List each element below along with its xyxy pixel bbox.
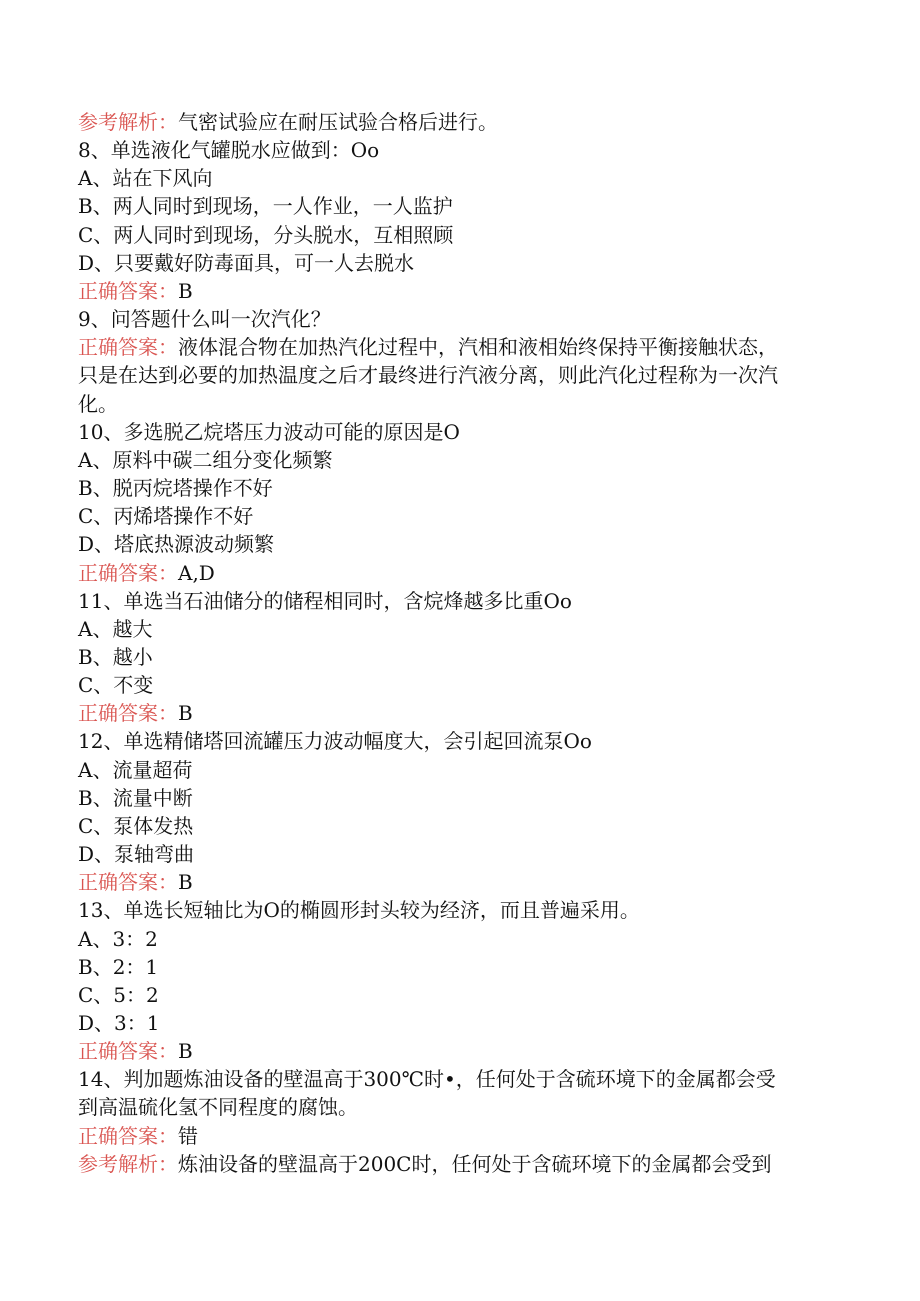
line-text: A、3：2 (78, 926, 158, 951)
text-line (78, 474, 848, 502)
line-text: 到高温硫化氢不同程度的腐蚀。 (78, 1095, 358, 1120)
text-line (78, 361, 848, 389)
text-line (78, 1065, 848, 1093)
line-text: A、原料中碳二组分变化频繁 (78, 447, 333, 472)
line-text: 14、判加题炼油设备的壁温高于300℃时•，任何处于含硫环境下的金属都会受 (78, 1067, 776, 1092)
line-text: D、塔底热源波动频繁 (78, 532, 275, 557)
line-text: 错 (178, 1123, 198, 1148)
text-line (78, 896, 848, 924)
line-text: B、脱丙烷塔操作不好 (78, 476, 273, 501)
text-line (78, 446, 848, 474)
answer-label: 参考解析： (78, 1151, 178, 1176)
line-text: D、泵轴弯曲 (78, 842, 195, 867)
text-line (78, 812, 848, 840)
text-line (78, 953, 848, 981)
answer-label: 正确答案： (78, 870, 178, 895)
text-line (78, 530, 848, 558)
text-line (78, 333, 848, 361)
line-text: 10、多选脱乙烷塔压力波动可能的原因是O (78, 419, 460, 444)
text-line (78, 418, 848, 446)
text-line (78, 390, 848, 418)
text-line (78, 277, 848, 305)
line-text: C、两人同时到现场，分头脱水，互相照顾 (78, 222, 454, 247)
line-text: A、站在下风向 (78, 166, 213, 191)
text-line (78, 587, 848, 615)
line-text: C、不变 (78, 673, 154, 698)
text-line (78, 559, 848, 587)
text-line (78, 1037, 848, 1065)
line-text: 化。 (78, 391, 118, 416)
text-line (78, 981, 848, 1009)
answer-label: 正确答案： (78, 701, 178, 726)
line-text: A、越大 (78, 616, 153, 641)
line-text: B、流量中断 (78, 785, 193, 810)
text-line (78, 615, 848, 643)
line-text: 9、问答题什么叫一次汽化？ (78, 307, 331, 332)
line-text: 只是在达到必要的加热温度之后才最终进行汽液分离，则此汽化过程称为一次汽 (78, 363, 778, 388)
line-text: D、3：1 (78, 1011, 160, 1035)
answer-label: 正确答案： (78, 1039, 178, 1064)
text-line (78, 727, 848, 755)
answer-label: 参考解析： (78, 110, 178, 134)
line-text: B、两人同时到现场，一人作业，一人监护 (78, 194, 453, 219)
text-line (78, 164, 848, 192)
text-line (78, 699, 848, 727)
text-line (78, 671, 848, 699)
text-line (78, 643, 848, 671)
line-text: B (178, 870, 193, 895)
line-text: 气密试验应在耐压试验合格后进行。 (178, 110, 498, 134)
answer-label: 正确答案： (78, 1123, 178, 1148)
text-line (78, 868, 848, 896)
line-text: B (178, 278, 193, 303)
line-text: B、越小 (78, 644, 153, 669)
text-line (78, 192, 848, 220)
text-line (78, 305, 848, 333)
text-line (78, 840, 848, 868)
line-text: A、流量超荷 (78, 757, 193, 782)
answer-label: 正确答案： (78, 560, 178, 585)
text-line (78, 1093, 848, 1121)
text-line (78, 756, 848, 784)
line-text: B、2：1 (78, 954, 159, 979)
text-line (78, 1150, 848, 1178)
line-text: B (178, 701, 193, 726)
text-line (78, 221, 848, 249)
answer-label: 正确答案： (78, 335, 178, 360)
line-text: 炼油设备的壁温高于200C时，任何处于含硫环境下的金属都会受到 (178, 1151, 772, 1176)
text-line (78, 925, 848, 953)
text-line (78, 1122, 848, 1150)
document-body (78, 108, 848, 1178)
line-text: C、丙烯塔操作不好 (78, 504, 254, 529)
text-line (78, 136, 848, 164)
line-text: 8、单选液化气罐脱水应做到：Oo (78, 138, 380, 163)
text-line (78, 502, 848, 530)
line-text: B (178, 1039, 193, 1064)
line-text: 11、单选当石油储分的储程相同时，含烷烽越多比重Oo (78, 588, 572, 613)
line-text: C、泵体发热 (78, 813, 194, 838)
text-line (78, 108, 848, 136)
line-text: A,D (178, 560, 215, 585)
line-text: C、5：2 (78, 982, 159, 1007)
text-line (78, 1009, 848, 1037)
line-text: D、只要戴好防毒面具，可一人去脱水 (78, 250, 415, 275)
line-text: 12、单选精储塔回流罐压力波动幅度大，会引起回流泵Oo (78, 729, 592, 754)
line-text: 液体混合物在加热汽化过程中，汽相和液相始终保持平衡接触状态， (178, 335, 778, 360)
answer-label: 正确答案： (78, 278, 178, 303)
text-line (78, 249, 848, 277)
line-text: 13、单选长短轴比为O的椭圆形封头较为经济，而且普遍采用。 (78, 898, 640, 923)
text-line (78, 784, 848, 812)
